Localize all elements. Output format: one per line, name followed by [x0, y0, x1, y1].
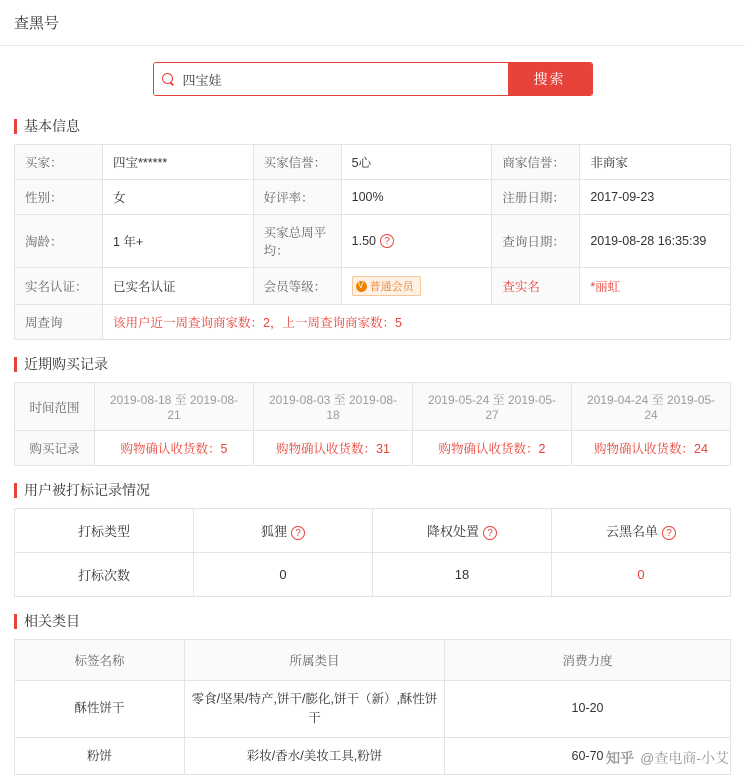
cell-mark-demotion: 18	[373, 553, 552, 597]
cell-record-3: 购物确认收货数：24	[572, 431, 731, 466]
member-badge-label: 普通会员	[369, 281, 414, 293]
help-icon[interactable]: ?	[483, 526, 497, 540]
cell-category-0: 零食/坚果/特产,饼干/膨化,饼干（新）,酥性饼干	[185, 681, 445, 738]
cell-record-0: 购物确认收货数：5	[95, 431, 254, 466]
search-input-area[interactable]	[154, 63, 508, 95]
cell-value-good-rate: 100%	[341, 180, 492, 215]
cell-label-week-query: 周查询	[15, 305, 103, 340]
cell-value-register-date: 2017-09-23	[580, 180, 731, 215]
cell-record-1: 购物确认收货数：31	[254, 431, 413, 466]
section-accent-bar	[14, 357, 17, 372]
cell-range-2: 2019-05-24 至 2019-05-27	[413, 383, 572, 431]
cell-label-member-level: 会员等级：	[253, 268, 341, 305]
cell-label-checkname: 查实名	[492, 268, 580, 305]
cell-category-1: 彩妆/香水/美妆工具,粉饼	[185, 737, 445, 775]
cell-label-buyer: 买家：	[15, 145, 103, 180]
section-accent-bar	[14, 614, 17, 629]
cell-label-register-date: 注册日期：	[492, 180, 580, 215]
header-fox-label: 狐狸	[260, 524, 287, 539]
cell-range-1: 2019-08-03 至 2019-08-18	[254, 383, 413, 431]
cell-value-query-date: 2019-08-28 16:35:39	[580, 215, 731, 268]
section-label: 近期购买记录	[24, 356, 108, 372]
help-icon[interactable]: ?	[662, 526, 676, 540]
cell-label-realname: 实名认证：	[15, 268, 103, 305]
page-title: 查黑号	[14, 15, 60, 32]
recent-purchase-table	[14, 382, 731, 466]
cell-tag-name-1: 粉饼	[15, 737, 185, 775]
cell-value-buyer: 四宝******	[103, 145, 254, 180]
search-button[interactable]: 搜索	[508, 63, 592, 95]
table-row	[15, 383, 731, 431]
cell-record-2: 购物确认收货数：2	[413, 431, 572, 466]
header-fox	[194, 509, 373, 553]
section-title-basic	[14, 116, 745, 136]
cell-power-1: 60-70	[445, 737, 731, 775]
cell-power-0: 10-20	[445, 681, 731, 738]
table-row	[15, 145, 731, 180]
row-label-time-range: 时间范围	[15, 383, 95, 431]
cell-value-week-query: 该用户近一周查询商家数：2，上一周查询商家数：5	[103, 305, 731, 340]
table-row	[15, 305, 731, 340]
table-row	[15, 553, 731, 597]
cell-label-taobao-age: 淘龄：	[15, 215, 103, 268]
table-row	[15, 431, 731, 466]
cell-value-gender: 女	[103, 180, 254, 215]
zhihu-logo: 知乎	[606, 750, 635, 766]
search-bar	[0, 46, 745, 110]
weekly-avg-number: 1.50	[351, 233, 376, 248]
cell-label-query-date: 查询日期：	[492, 215, 580, 268]
header-demotion	[373, 509, 552, 553]
cell-value-buyer-credit: 5心	[341, 145, 492, 180]
cell-label-good-rate: 好评率：	[253, 180, 341, 215]
cell-value-checkname: *丽虹	[580, 268, 731, 305]
row-label-purchase-record: 购买记录	[15, 431, 95, 466]
watermark	[606, 748, 729, 768]
help-icon[interactable]: ?	[380, 234, 394, 248]
section-title-recent-purchase	[14, 354, 745, 374]
header-consume-power: 消费力度	[445, 640, 731, 681]
search-box[interactable]	[153, 62, 593, 96]
cell-tag-name-0: 酥性饼干	[15, 681, 185, 738]
row-label-mark-count: 打标次数	[15, 553, 194, 597]
cell-value-seller-credit: 非商家	[580, 145, 731, 180]
header-category: 所属类目	[185, 640, 445, 681]
vip-icon	[356, 281, 367, 292]
header-mark-type: 打标类型	[15, 509, 194, 553]
help-icon[interactable]: ?	[291, 526, 305, 540]
cell-mark-blacklist: 0	[552, 553, 731, 597]
table-row	[15, 180, 731, 215]
table-header-row	[15, 640, 731, 681]
cell-range-3: 2019-04-24 至 2019-05-24	[572, 383, 731, 431]
cell-label-gender: 性别：	[15, 180, 103, 215]
header-demotion-label: 降权处置	[426, 524, 479, 539]
header-tag-name: 标签名称	[15, 640, 185, 681]
mark-record-table	[14, 508, 731, 597]
section-label: 基本信息	[24, 118, 80, 134]
search-icon	[162, 73, 175, 86]
header-blacklist	[552, 509, 731, 553]
table-row	[15, 681, 731, 738]
basic-info-table	[14, 144, 731, 340]
cell-label-buyer-credit: 买家信誉：	[253, 145, 341, 180]
table-header-row	[15, 509, 731, 553]
section-accent-bar	[14, 483, 17, 498]
cell-value-taobao-age: 1 年+	[103, 215, 254, 268]
cell-value-realname: 已实名认证	[103, 268, 254, 305]
cell-value-weekly-avg	[341, 215, 492, 268]
section-title-mark-record	[14, 480, 745, 500]
table-row	[15, 215, 731, 268]
header-blacklist-label: 云黑名单	[605, 524, 658, 539]
app-header	[0, 0, 745, 46]
table-row	[15, 268, 731, 305]
section-title-related-category	[14, 611, 745, 631]
cell-label-seller-credit: 商家信誉：	[492, 145, 580, 180]
watermark-text: @查电商-小艾	[640, 750, 729, 766]
cell-label-weekly-avg: 买家总周平均：	[253, 215, 341, 268]
cell-mark-fox: 0	[194, 553, 373, 597]
cell-value-member-level	[341, 268, 492, 305]
cell-range-0: 2019-08-18 至 2019-08-21	[95, 383, 254, 431]
section-label: 用户被打标记录情况	[24, 482, 150, 498]
search-input[interactable]	[181, 63, 508, 95]
member-badge	[352, 276, 421, 296]
section-label: 相关类目	[24, 613, 80, 629]
section-accent-bar	[14, 119, 17, 134]
